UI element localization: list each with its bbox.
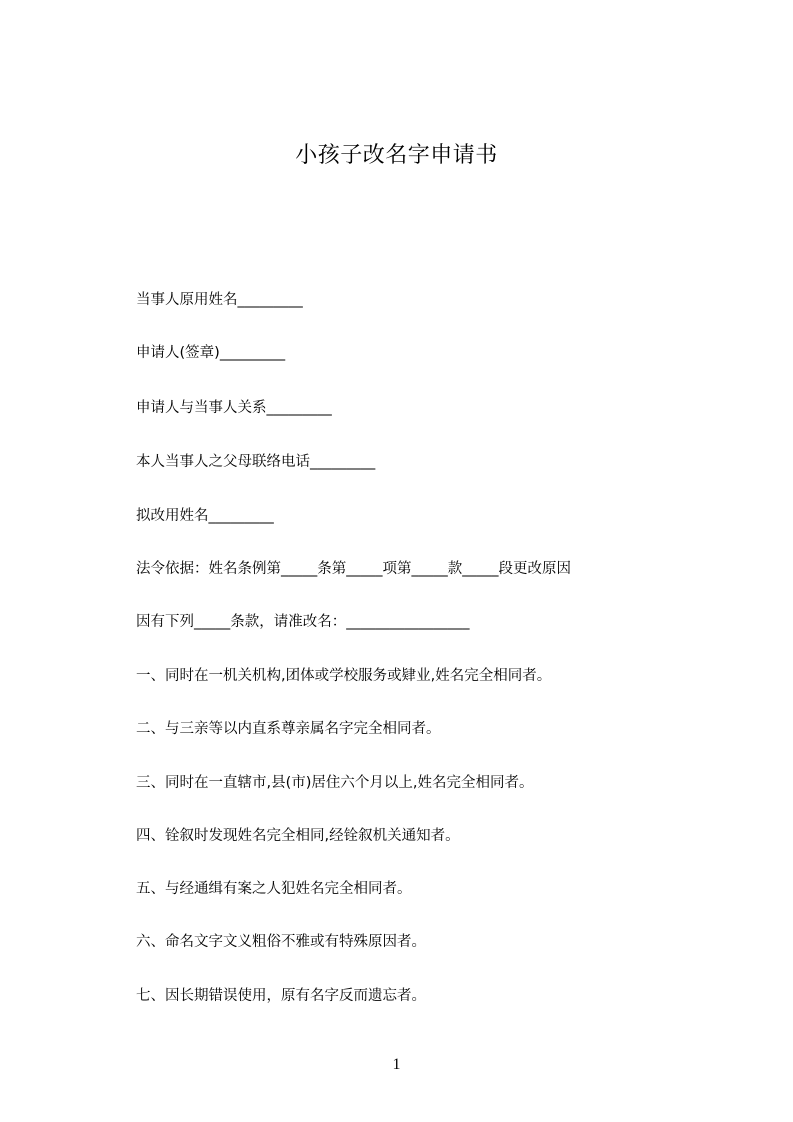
list-item: 五、与经通缉有案之人犯姓名完全相同者。 — [136, 881, 412, 897]
field-proposed-name: 拟改用姓名_________ — [136, 508, 274, 524]
list-item: 四、铨叙时发现姓名完全相同,经铨叙机关通知者。 — [136, 828, 460, 844]
field-applicant-signature: 申请人(签章)_________ — [136, 345, 286, 361]
list-item: 六、命名文字文义粗俗不雅或有特殊原因者。 — [136, 934, 426, 950]
field-original-name: 当事人原用姓名_________ — [136, 292, 303, 308]
field-relationship: 申请人与当事人关系_________ — [136, 400, 332, 416]
field-clause-request: 因有下列_____条款，请准改名：_________________ — [136, 614, 470, 630]
field-parent-phone: 本人当事人之父母联络电话_________ — [136, 454, 376, 470]
list-item: 一、同时在一机关机构,团体或学校服务或肄业,姓名完全相同者。 — [136, 668, 552, 684]
page-number: 1 — [392, 1056, 401, 1073]
list-item: 二、与三亲等以内直系尊亲属名字完全相同者。 — [136, 721, 441, 737]
document-title: 小孩子改名字申请书 — [295, 143, 498, 168]
field-legal-basis: 法令依据：姓名条例第_____条第_____项第_____款_____段更改原因 — [136, 561, 571, 577]
list-item: 七、因长期错误使用，原有名字反而遗忘者。 — [136, 988, 426, 1004]
list-item: 三、同时在一直辖市,县(市)居住六个月以上,姓名完全相同者。 — [136, 775, 534, 791]
